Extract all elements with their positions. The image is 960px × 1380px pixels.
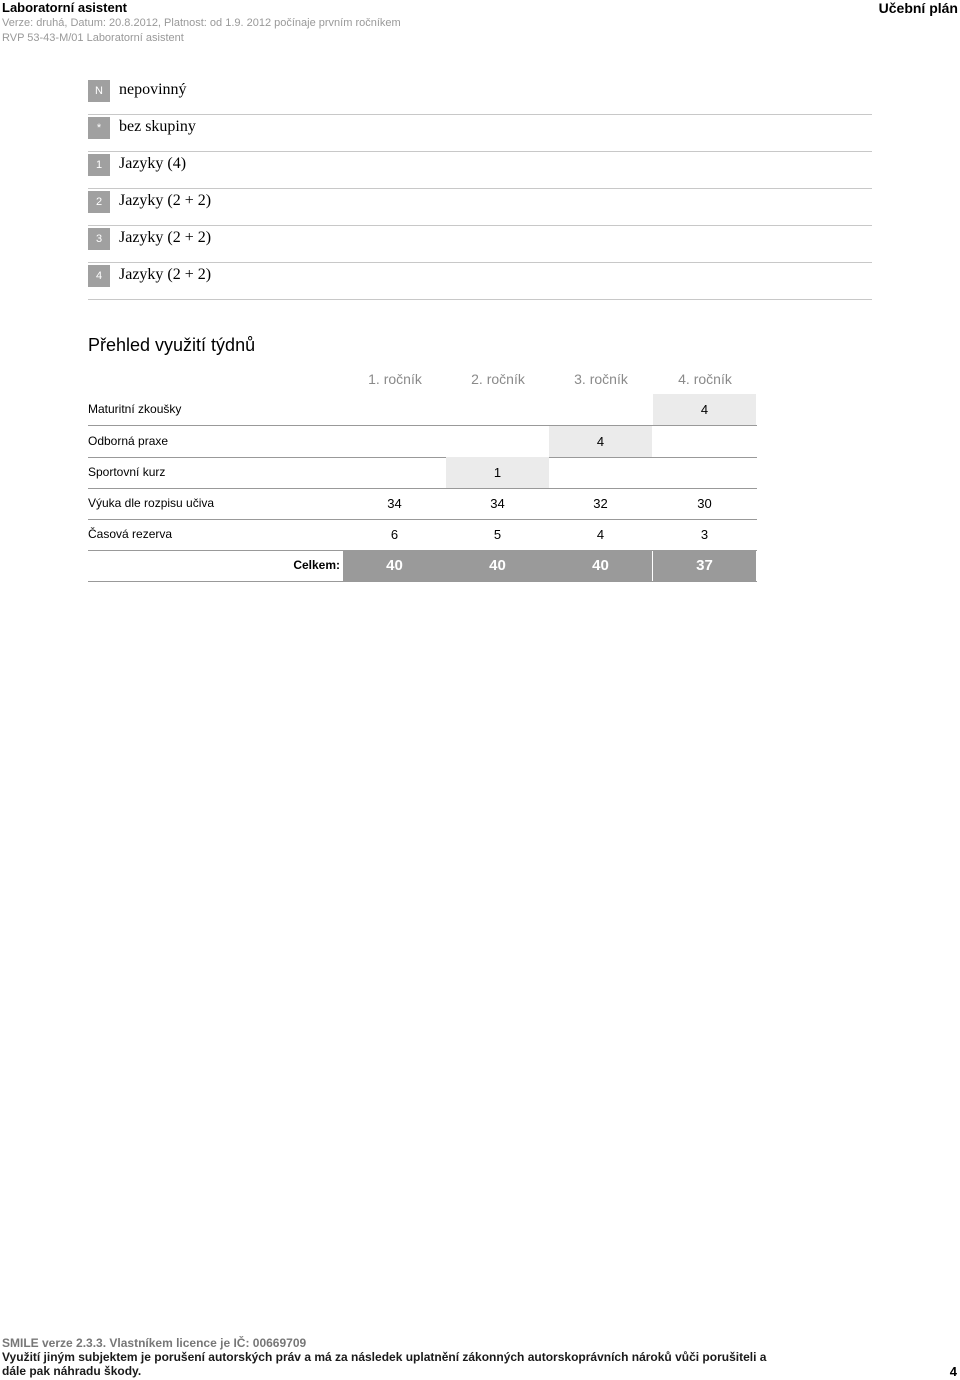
rvp-line: RVP 53-43-M/01 Laboratorní asistent bbox=[2, 32, 184, 44]
table-cell bbox=[549, 394, 652, 425]
totals-row bbox=[88, 550, 757, 582]
legend-text: Jazyky (2 + 2) bbox=[119, 229, 212, 246]
footer-notice-cont: dále pak náhradu škody. bbox=[2, 1364, 142, 1378]
footer-license: SMILE verze 2.3.3. Vlastníkem licence je IČ: 00669709 bbox=[2, 1336, 307, 1350]
table-cell bbox=[446, 426, 549, 457]
total-label: Celkem: bbox=[293, 558, 340, 572]
table-cell bbox=[343, 426, 446, 457]
table-row bbox=[88, 394, 757, 426]
legend-text: Jazyky (2 + 2) bbox=[119, 266, 212, 283]
overview-title: Přehled využití týdnů bbox=[88, 335, 256, 355]
row-label: Výuka dle rozpisu učiva bbox=[88, 496, 215, 510]
row-label: Odborná praxe bbox=[88, 434, 169, 448]
legend-item bbox=[88, 263, 872, 300]
legend-key: * bbox=[88, 117, 110, 139]
legend-key: 1 bbox=[88, 154, 110, 176]
legend-key: 2 bbox=[88, 191, 110, 213]
document-title: Laboratorní asistent bbox=[2, 0, 127, 15]
row-label: Maturitní zkoušky bbox=[88, 402, 182, 416]
legend bbox=[88, 78, 872, 300]
table-cell bbox=[653, 457, 756, 488]
section-heading: Učební plán bbox=[878, 0, 958, 16]
legend-item bbox=[88, 226, 872, 263]
column-header: 1. ročník bbox=[368, 371, 422, 387]
total-cell: 40 bbox=[343, 550, 446, 581]
column-header: 3. ročník bbox=[574, 371, 628, 387]
table-cell: 30 bbox=[697, 496, 712, 511]
table-cell: 34 bbox=[490, 496, 505, 511]
table-row bbox=[88, 457, 757, 489]
table-cell: 32 bbox=[593, 496, 608, 511]
footer bbox=[2, 1336, 782, 1378]
legend-item bbox=[88, 189, 872, 226]
column-header: 2. ročník bbox=[471, 371, 525, 387]
page-number: 4 bbox=[949, 1364, 957, 1379]
row-label: Sportovní kurz bbox=[88, 465, 166, 479]
legend-key: 4 bbox=[88, 265, 110, 287]
table-cell bbox=[446, 394, 549, 425]
legend-text: bez skupiny bbox=[119, 118, 196, 135]
total-cell: 40 bbox=[549, 550, 652, 581]
legend-text: Jazyky (4) bbox=[119, 155, 187, 172]
row-label: Časová rezerva bbox=[88, 527, 173, 541]
legend-key: N bbox=[88, 80, 110, 102]
legend-key: 3 bbox=[88, 228, 110, 250]
table-cell: 5 bbox=[493, 527, 502, 542]
version-line: Verze: druhá, Datum: 20.8.2012, Platnost: od 1.9. 2012 počínaje prvním ročníkem bbox=[2, 17, 401, 29]
total-cell: 40 bbox=[446, 550, 549, 581]
table-cell bbox=[343, 394, 446, 425]
column-header: 4. ročník bbox=[678, 371, 732, 387]
legend-item bbox=[88, 152, 872, 189]
legend-item bbox=[88, 115, 872, 152]
table-row bbox=[88, 426, 757, 458]
legend-item bbox=[88, 78, 872, 115]
table-cell: 4 bbox=[549, 426, 652, 457]
table-cell: 1 bbox=[446, 457, 549, 488]
table-cell: 4 bbox=[653, 394, 756, 425]
legend-text: Jazyky (2 + 2) bbox=[119, 192, 212, 209]
table-cell bbox=[653, 426, 756, 457]
table-cell: 34 bbox=[387, 496, 402, 511]
table-row bbox=[88, 519, 757, 551]
table-cell: 6 bbox=[390, 527, 399, 542]
table-cell: 4 bbox=[596, 527, 605, 542]
footer-notice: Využití jiným subjektem je porušení autorských práv a má za následek uplatnění zákonných autorskoprávních nároků vůči porušiteli a bbox=[2, 1350, 767, 1364]
table-cell bbox=[343, 457, 446, 488]
legend-text: nepovinný bbox=[119, 81, 187, 98]
total-cell: 37 bbox=[653, 550, 756, 581]
table-row bbox=[88, 488, 757, 520]
table-cell bbox=[549, 457, 652, 488]
table-cell: 3 bbox=[700, 527, 709, 542]
